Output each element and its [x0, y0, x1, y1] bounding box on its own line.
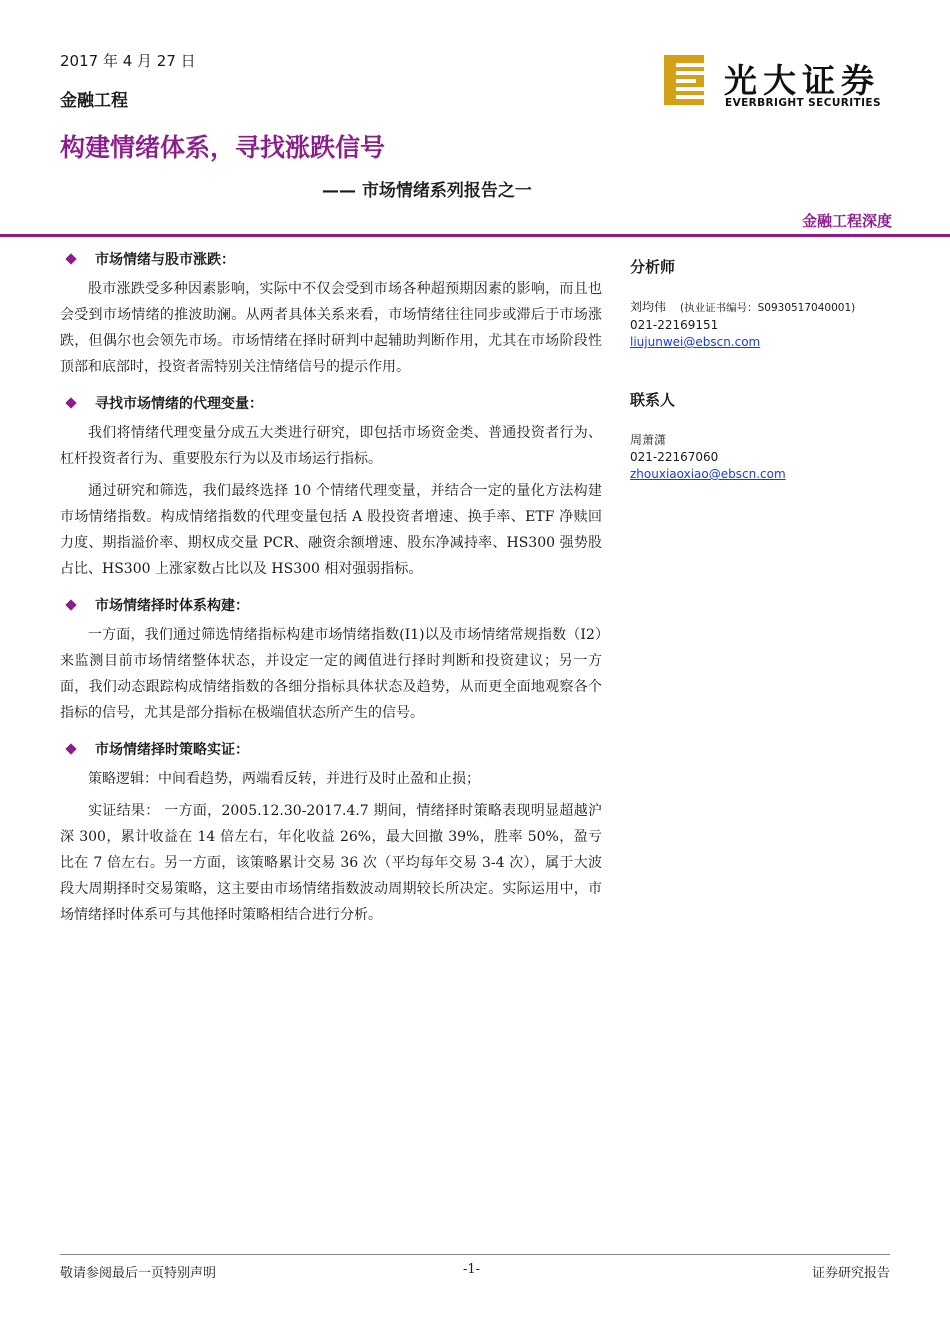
report-date: 2017 年 4 月 27 日	[60, 52, 196, 70]
summary-column	[60, 246, 602, 938]
footer-divider	[60, 1254, 890, 1255]
page-number: -1-	[463, 1262, 481, 1277]
diamond-bullet-icon	[65, 599, 76, 610]
contact-name: 周萧潇	[630, 433, 667, 447]
report-type: 金融工程深度	[801, 212, 892, 230]
paragraph: 一方面，我们通过筛选情绪指标构建市场情绪指数(I1)以及市场情绪常规指数（I2）来监测目前市场情绪整体状态，并设定一定的阈值进行择时判断和投资建议；另一方面，我们动态跟踪构成情绪指数的各细分指标具体状态及趋势，从而更全面地观察各个指标的信号，尤其是部分指标在极端值状态所产生的信号。	[60, 627, 602, 721]
report-subtitle: —— 市场情绪系列报告之一	[322, 181, 532, 201]
everbright-logo-icon	[664, 55, 704, 105]
section-heading	[60, 736, 602, 762]
footer-disclaimer: 敬请参阅最后一页特别声明	[60, 1266, 217, 1281]
footer-report-label: 证券研究报告	[811, 1266, 890, 1281]
section-title: 市场情绪择时策略实证：	[95, 742, 249, 758]
company-logo	[664, 55, 894, 111]
section-timing-system	[60, 592, 602, 726]
analyst-sidebar	[630, 256, 900, 483]
section-title: 市场情绪与股市涨跌：	[95, 252, 235, 268]
logo-english-text: EVERBRIGHT SECURITIES	[725, 97, 881, 109]
paragraph: 股市涨跌受多种因素影响，实际中不仅会受到市场各种超预期因素的影响，而且也会受到市场情绪的推波助澜。从两者具体关系来看，市场情绪往往同步或滞后于市场涨跌，但偶尔也会领先市场。市场情绪在择时研判中起辅助判断作用，尤其在市场阶段性顶部和底部时，投资者需特别关注情绪信号的提示作用。	[60, 281, 602, 375]
contact-phone: 021-22167060	[630, 450, 719, 464]
section-heading	[60, 592, 602, 618]
paragraph: 实证结果： 一方面，2005.12.30-2017.4.7 期间，情绪择时策略表现明显超越沪深 300，累计收益在 14 倍左右，年化收益 26%，最大回撤 39%，胜率 50%，盈亏比在 7 倍左右。另一方面，该策略累计交易 36 次（平均每年交易 3-4 次），属于大波段大周期择时交易策略，这主要由市场情绪指数波动周期较长所决定。实际运用中，市场情绪择时体系可与其他择时策略相结合进行分析。	[60, 803, 602, 923]
section-title: 市场情绪择时体系构建：	[95, 598, 249, 614]
report-category: 金融工程	[60, 91, 128, 111]
analyst-name-line	[630, 299, 900, 317]
section-market-sentiment	[60, 246, 602, 380]
section-heading	[60, 390, 602, 416]
diamond-bullet-icon	[65, 253, 76, 264]
paragraph: 我们将情绪代理变量分成五大类进行研究，即包括市场资金类、普通投资者行为、杠杆投资者行为、重要股东行为以及市场运行指标。	[60, 425, 602, 467]
contact-email-row	[630, 466, 900, 483]
section-strategy-backtest	[60, 736, 602, 928]
section-title: 寻找市场情绪的代理变量：	[95, 396, 263, 412]
analyst-email-link[interactable]: liujunwei@ebscn.com	[630, 335, 761, 349]
header-divider	[0, 234, 950, 237]
contact-heading: 联系人	[630, 391, 676, 409]
section-heading	[60, 246, 602, 272]
diamond-bullet-icon	[65, 397, 76, 408]
analyst-name: 刘均伟	[630, 300, 667, 314]
paragraph: 通过研究和筛选，我们最终选择 10 个情绪代理变量，并结合一定的量化方法构建市场情绪指数。构成情绪指数的代理变量包括 A 股投资者增速、换手率、ETF 净赎回力度、期指溢价率、期权成交量 PCR、融资余额增速、股东净减持率、HS300 强势股占比、HS300 上涨家数占比以及 HS300 相对强弱指标。	[60, 483, 602, 577]
section-proxy-variables	[60, 390, 602, 582]
analyst-email-row	[630, 334, 900, 351]
analyst-cert: (执业证书编号：S0930517040001)	[680, 302, 856, 314]
paragraph: 策略逻辑：中间看趋势，两端看反转，并进行及时止盈和止损；	[88, 771, 480, 787]
diamond-bullet-icon	[65, 743, 76, 754]
analyst-heading: 分析师	[630, 258, 676, 276]
analyst-phone: 021-22169151	[630, 318, 719, 332]
logo-chinese-text: 光大证券	[724, 61, 880, 100]
report-title: 构建情绪体系，寻找涨跌信号	[60, 133, 386, 162]
contact-email-link[interactable]: zhouxiaoxiao@ebscn.com	[630, 467, 786, 481]
